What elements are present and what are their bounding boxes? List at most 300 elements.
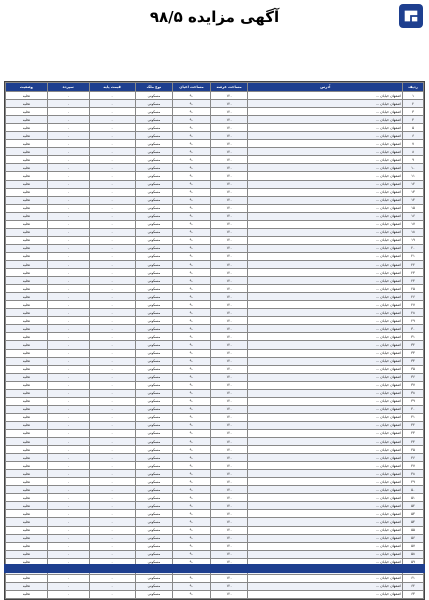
table-cell: ۹۰ — [173, 108, 211, 116]
table-cell: ۲۹ — [403, 317, 424, 325]
table-cell: مسکونی — [135, 494, 173, 502]
table-cell: ۱۲۰ — [210, 590, 248, 598]
table-cell: ۰ — [47, 582, 89, 590]
table-cell: ۰ — [89, 373, 135, 381]
table-cell: ۱۲۰ — [210, 526, 248, 534]
table-cell: ۰ — [47, 510, 89, 518]
table-cell: ۹۰ — [173, 156, 211, 164]
table-cell: مسکونی — [135, 365, 173, 373]
table-cell: مسکونی — [135, 413, 173, 421]
table-cell: ۴۴ — [403, 438, 424, 446]
table-cell: ۰ — [47, 180, 89, 188]
table-cell: ۱۲۰ — [210, 405, 248, 413]
table-cell: ۱۲۰ — [210, 413, 248, 421]
ad-title: آگهی مزایده ۹۸/۵ — [149, 8, 280, 26]
table-header-cell: وضعیت — [6, 83, 48, 92]
table-cell: ۱۲۰ — [210, 124, 248, 132]
table-cell: ۹۰ — [173, 381, 211, 389]
table-cell: ۱۳ — [403, 188, 424, 196]
table-cell: تخلیه — [6, 470, 48, 478]
table-cell: ۴۵ — [403, 446, 424, 454]
table-cell: ۰ — [47, 204, 89, 212]
table-cell: تخلیه — [6, 341, 48, 349]
table-cell: مسکونی — [135, 373, 173, 381]
table-row — [6, 373, 424, 381]
table-cell: ۹۰ — [173, 212, 211, 220]
table-cell: ۰ — [47, 526, 89, 534]
table-cell: ۰ — [89, 92, 135, 100]
table-cell: تخلیه — [6, 454, 48, 462]
table-cell: ۰ — [47, 550, 89, 558]
table-cell: مسکونی — [135, 285, 173, 293]
table-cell: اصفهان خیابان ... — [248, 132, 403, 140]
table-row — [6, 172, 424, 180]
table-header-cell: نوع ملک — [135, 83, 173, 92]
table-cell: ۰ — [89, 325, 135, 333]
ad-intro — [4, 33, 425, 79]
table-cell: تخلیه — [6, 542, 48, 550]
table-cell: ۹۰ — [173, 429, 211, 437]
table-cell: ۰ — [47, 389, 89, 397]
table-cell: تخلیه — [6, 478, 48, 486]
table-cell: مسکونی — [135, 293, 173, 301]
table-cell: اصفهان خیابان ... — [248, 470, 403, 478]
table-cell: ۰ — [47, 462, 89, 470]
table-cell: تخلیه — [6, 405, 48, 413]
table-cell: ۰ — [89, 413, 135, 421]
table-cell: ۰ — [89, 365, 135, 373]
table-cell: ۱۲۰ — [210, 486, 248, 494]
table-cell: ۹۰ — [173, 574, 211, 582]
table-cell: ۴۰ — [403, 405, 424, 413]
table-cell: ۱۲۰ — [210, 132, 248, 140]
table-cell: ۰ — [89, 550, 135, 558]
table-cell: ۰ — [47, 421, 89, 429]
table-cell: ۱۷ — [403, 220, 424, 228]
table-cell: ۳۰ — [403, 325, 424, 333]
table-cell: ۰ — [47, 172, 89, 180]
table-cell: اصفهان خیابان ... — [248, 349, 403, 357]
table-cell: ۱۲۰ — [210, 269, 248, 277]
table-cell: اصفهان خیابان ... — [248, 108, 403, 116]
table-cell: ۰ — [47, 100, 89, 108]
table-cell: ۵۹ — [403, 558, 424, 566]
table-cell: ۱۲۰ — [210, 100, 248, 108]
table-cell: ۰ — [89, 260, 135, 268]
table-cell: اصفهان خیابان ... — [248, 220, 403, 228]
table-cell: ۱۰ — [403, 164, 424, 172]
table-cell: تخلیه — [6, 502, 48, 510]
table-row — [6, 421, 424, 429]
table-cell: تخلیه — [6, 550, 48, 558]
table-cell: ۰ — [47, 486, 89, 494]
table-cell: ۰ — [89, 252, 135, 260]
table-cell: ۰ — [89, 108, 135, 116]
table-row — [6, 148, 424, 156]
table-cell: ۹۰ — [173, 260, 211, 268]
table-cell: ۱۲۰ — [210, 349, 248, 357]
table-cell: ۶۱ — [403, 574, 424, 582]
table-cell: ۱۲۰ — [210, 438, 248, 446]
table-cell: ۱۲۰ — [210, 148, 248, 156]
table-cell: ۰ — [47, 494, 89, 502]
table-cell: تخلیه — [6, 421, 48, 429]
table-cell: ۱۲۰ — [210, 518, 248, 526]
table-cell: ۰ — [47, 446, 89, 454]
table-cell: ۱۲۰ — [210, 550, 248, 558]
table-cell: اصفهان خیابان ... — [248, 228, 403, 236]
table-cell: ۹۰ — [173, 277, 211, 285]
table-cell: اصفهان خیابان ... — [248, 309, 403, 317]
table-cell: ۷ — [403, 140, 424, 148]
table-cell: ۹۰ — [173, 357, 211, 365]
table-cell: ۰ — [47, 212, 89, 220]
table-cell: ۰ — [47, 140, 89, 148]
table-cell: مسکونی — [135, 180, 173, 188]
table-cell: مسکونی — [135, 470, 173, 478]
table-cell: اصفهان خیابان ... — [248, 582, 403, 590]
table-cell: ۰ — [89, 220, 135, 228]
table-row — [6, 429, 424, 437]
table-cell: ۹۰ — [173, 534, 211, 542]
table-cell: ۹۰ — [173, 333, 211, 341]
table-cell: ۵۷ — [403, 542, 424, 550]
table-cell: ۲۱ — [403, 252, 424, 260]
table-cell: تخلیه — [6, 438, 48, 446]
table-row — [6, 381, 424, 389]
table-cell: ۱۸ — [403, 228, 424, 236]
table-cell: ۰ — [89, 100, 135, 108]
table-cell: ۱۲۰ — [210, 502, 248, 510]
table-cell: اصفهان خیابان ... — [248, 389, 403, 397]
table-cell: ۰ — [89, 510, 135, 518]
table-cell: اصفهان خیابان ... — [248, 188, 403, 196]
table-row — [6, 156, 424, 164]
table-cell: ۲۰ — [403, 244, 424, 252]
table-cell: اصفهان خیابان ... — [248, 204, 403, 212]
table-cell: ۹۰ — [173, 558, 211, 566]
table-cell: ۱۲۰ — [210, 236, 248, 244]
table-row — [6, 413, 424, 421]
table-cell: ۹۰ — [173, 228, 211, 236]
table-cell: تخلیه — [6, 446, 48, 454]
table-cell: ۹۰ — [173, 582, 211, 590]
table-cell: تخلیه — [6, 140, 48, 148]
table-cell: ۳۲ — [403, 341, 424, 349]
table-cell: ۰ — [47, 558, 89, 566]
table-cell: مسکونی — [135, 228, 173, 236]
table-cell: ۱۲۰ — [210, 180, 248, 188]
table-cell: ۰ — [89, 140, 135, 148]
table-cell: مسکونی — [135, 108, 173, 116]
table-cell: اصفهان خیابان ... — [248, 542, 403, 550]
table-cell: ۰ — [47, 124, 89, 132]
table-cell: ۰ — [89, 236, 135, 244]
table-cell: ۵۵ — [403, 526, 424, 534]
table-cell: ۱۲۰ — [210, 172, 248, 180]
table-cell: اصفهان خیابان ... — [248, 293, 403, 301]
table-cell: ۱۲۰ — [210, 574, 248, 582]
table-cell: ۰ — [47, 269, 89, 277]
table-row — [6, 108, 424, 116]
table-cell: مسکونی — [135, 542, 173, 550]
table-cell: ۹۰ — [173, 116, 211, 124]
table-cell: ۰ — [47, 349, 89, 357]
table-cell: ۹۰ — [173, 309, 211, 317]
table-cell: ۹۰ — [173, 92, 211, 100]
table-cell: اصفهان خیابان ... — [248, 486, 403, 494]
table-cell: مسکونی — [135, 446, 173, 454]
table-cell: ۳۳ — [403, 349, 424, 357]
table-cell: ۲۳ — [403, 269, 424, 277]
table-cell: تخلیه — [6, 357, 48, 365]
table-cell: تخلیه — [6, 172, 48, 180]
table-cell: اصفهان خیابان ... — [248, 526, 403, 534]
table-cell: مسکونی — [135, 204, 173, 212]
table-cell: ۴۳ — [403, 429, 424, 437]
table-row — [6, 220, 424, 228]
table-cell: ۰ — [89, 132, 135, 140]
table-cell: ۹۰ — [173, 172, 211, 180]
table-cell: اصفهان خیابان ... — [248, 116, 403, 124]
table-cell: ۹۰ — [173, 526, 211, 534]
table-cell: ۱۲۰ — [210, 365, 248, 373]
table-cell: اصفهان خیابان ... — [248, 518, 403, 526]
table-cell: تخلیه — [6, 510, 48, 518]
table-row — [6, 349, 424, 357]
table-cell: ۴۶ — [403, 454, 424, 462]
table-cell: مسکونی — [135, 236, 173, 244]
table-cell: مسکونی — [135, 357, 173, 365]
table-cell: ۰ — [89, 446, 135, 454]
table-cell: ۰ — [47, 164, 89, 172]
table-cell: ۹۰ — [173, 397, 211, 405]
table-cell: تخلیه — [6, 333, 48, 341]
table-cell: ۱۲۰ — [210, 196, 248, 204]
table-cell: اصفهان خیابان ... — [248, 534, 403, 542]
table-header-cell: مساحت اعیان — [173, 83, 211, 92]
table-cell: ۹۰ — [173, 550, 211, 558]
table-cell: ۶۲ — [403, 582, 424, 590]
table-cell: ۹۰ — [173, 518, 211, 526]
properties-table-wrap — [4, 81, 425, 600]
table-cell: ۱۲۰ — [210, 333, 248, 341]
table-cell: ۰ — [89, 164, 135, 172]
table-cell: اصفهان خیابان ... — [248, 285, 403, 293]
table-cell: ۰ — [47, 196, 89, 204]
table-cell: ۹۰ — [173, 180, 211, 188]
table-cell: مسکونی — [135, 124, 173, 132]
table-cell: ۰ — [47, 542, 89, 550]
table-cell: ۰ — [89, 244, 135, 252]
table-cell: مسکونی — [135, 164, 173, 172]
table-cell: مسکونی — [135, 244, 173, 252]
table-row — [6, 518, 424, 526]
table-cell: اصفهان خیابان ... — [248, 413, 403, 421]
table-cell: ۱۲۰ — [210, 462, 248, 470]
table-row — [6, 397, 424, 405]
table-cell: تخلیه — [6, 389, 48, 397]
table-row — [6, 446, 424, 454]
table-cell: اصفهان خیابان ... — [248, 438, 403, 446]
table-cell: ۱۲۰ — [210, 317, 248, 325]
table-cell: ۰ — [47, 228, 89, 236]
table-cell: اصفهان خیابان ... — [248, 510, 403, 518]
table-cell: مسکونی — [135, 518, 173, 526]
table-cell: ۱۲۰ — [210, 325, 248, 333]
table-cell: ۴۱ — [403, 413, 424, 421]
table-cell: مسکونی — [135, 582, 173, 590]
table-cell: ۱۲۰ — [210, 478, 248, 486]
table-cell: مسکونی — [135, 325, 173, 333]
table-cell: تخلیه — [6, 285, 48, 293]
table-cell: ۰ — [47, 574, 89, 582]
table-cell: ۰ — [89, 429, 135, 437]
table-cell: مسکونی — [135, 188, 173, 196]
table-cell: ۹۰ — [173, 349, 211, 357]
table-row — [6, 196, 424, 204]
table-cell: اصفهان خیابان ... — [248, 277, 403, 285]
table-cell: ۲۸ — [403, 309, 424, 317]
table-row — [6, 236, 424, 244]
table-cell: ۹۰ — [173, 462, 211, 470]
table-cell: ۱۲۰ — [210, 429, 248, 437]
table-cell: ۹۰ — [173, 478, 211, 486]
table-cell: ۵۴ — [403, 518, 424, 526]
table-cell: اصفهان خیابان ... — [248, 148, 403, 156]
table-cell: ۵۳ — [403, 510, 424, 518]
table-row — [6, 212, 424, 220]
table-cell: ۱۲۰ — [210, 470, 248, 478]
table-cell: تخلیه — [6, 92, 48, 100]
table-cell: ۱۲۰ — [210, 108, 248, 116]
table-cell: ۱۲۰ — [210, 252, 248, 260]
table-cell: تخلیه — [6, 518, 48, 526]
table-cell: مسکونی — [135, 534, 173, 542]
table-cell: ۵۸ — [403, 550, 424, 558]
table-cell: ۴۷ — [403, 462, 424, 470]
table-cell: ۵۰ — [403, 486, 424, 494]
table-row — [6, 405, 424, 413]
table-cell: ۱۲۰ — [210, 510, 248, 518]
table-cell: مسکونی — [135, 478, 173, 486]
table-cell: تخلیه — [6, 108, 48, 116]
table-cell: ۰ — [47, 156, 89, 164]
table-cell: ۹۰ — [173, 446, 211, 454]
table-cell: ۱۲۰ — [210, 140, 248, 148]
table-cell: ۱۲۰ — [210, 301, 248, 309]
table-header-row — [6, 83, 424, 92]
table-cell: مسکونی — [135, 389, 173, 397]
table-cell: ۰ — [89, 124, 135, 132]
table-row — [6, 502, 424, 510]
table-cell: ۹۰ — [173, 124, 211, 132]
table-cell: ۱۲۰ — [210, 220, 248, 228]
table-row — [6, 285, 424, 293]
table-cell: ۰ — [47, 309, 89, 317]
table-cell: ۱۲۰ — [210, 92, 248, 100]
table-row — [6, 309, 424, 317]
table-cell: ۱۲۰ — [210, 228, 248, 236]
table-cell: ۹۰ — [173, 252, 211, 260]
table-cell: ۱ — [403, 92, 424, 100]
table-row — [6, 590, 424, 598]
table-header-cell: آدرس — [248, 83, 403, 92]
table-cell: ۹۰ — [173, 236, 211, 244]
table-cell: ۱۲۰ — [210, 204, 248, 212]
table-cell: ۰ — [47, 478, 89, 486]
table-cell: اصفهان خیابان ... — [248, 365, 403, 373]
table-cell: ۹۰ — [173, 389, 211, 397]
table-row — [6, 470, 424, 478]
table-cell: ۰ — [47, 365, 89, 373]
table-cell: تخلیه — [6, 236, 48, 244]
table-cell: تخلیه — [6, 349, 48, 357]
table-cell: ۰ — [89, 397, 135, 405]
table-cell: تخلیه — [6, 293, 48, 301]
table-cell: ۰ — [47, 470, 89, 478]
table-cell: ۰ — [47, 413, 89, 421]
table-cell: ۱۲۰ — [210, 156, 248, 164]
table-cell: مسکونی — [135, 277, 173, 285]
table-cell: تخلیه — [6, 526, 48, 534]
table-cell: ۰ — [89, 116, 135, 124]
table-cell: ۰ — [89, 421, 135, 429]
table-cell: ۱۲۰ — [210, 116, 248, 124]
table-cell: ۰ — [89, 494, 135, 502]
table-cell: ۰ — [89, 333, 135, 341]
table-cell: ۰ — [89, 389, 135, 397]
table-cell: ۰ — [47, 317, 89, 325]
table-cell: ۱۲۰ — [210, 212, 248, 220]
table-cell: ۰ — [47, 357, 89, 365]
table-cell: مسکونی — [135, 100, 173, 108]
table-cell: ۹۰ — [173, 438, 211, 446]
table-cell: ۰ — [47, 373, 89, 381]
table-cell: ۰ — [47, 341, 89, 349]
table-cell: ۱۲۰ — [210, 494, 248, 502]
table-row — [6, 478, 424, 486]
table-cell: مسکونی — [135, 156, 173, 164]
table-cell: مسکونی — [135, 397, 173, 405]
table-cell: ۲۷ — [403, 301, 424, 309]
table-row — [6, 228, 424, 236]
table-cell: تخلیه — [6, 196, 48, 204]
table-cell: تخلیه — [6, 204, 48, 212]
table-cell: ۹۰ — [173, 373, 211, 381]
table-cell: اصفهان خیابان ... — [248, 317, 403, 325]
table-cell: ۸ — [403, 148, 424, 156]
table-cell: اصفهان خیابان ... — [248, 381, 403, 389]
table-cell: ۱۲۰ — [210, 421, 248, 429]
table-cell: ۰ — [47, 116, 89, 124]
table-cell: ۰ — [89, 590, 135, 598]
table-cell: اصفهان خیابان ... — [248, 333, 403, 341]
table-cell: ۹۰ — [173, 196, 211, 204]
table-body — [6, 92, 424, 599]
table-cell: ۹۰ — [173, 405, 211, 413]
table-cell: ۹۰ — [173, 317, 211, 325]
table-cell: ۶ — [403, 132, 424, 140]
table-cell: ۴۹ — [403, 478, 424, 486]
table-row — [6, 244, 424, 252]
table-row — [6, 140, 424, 148]
table-header-cell: مساحت عرصه — [210, 83, 248, 92]
table-cell: ۱۶ — [403, 212, 424, 220]
table-cell: ۵ — [403, 124, 424, 132]
table-row — [6, 116, 424, 124]
table-row — [6, 389, 424, 397]
